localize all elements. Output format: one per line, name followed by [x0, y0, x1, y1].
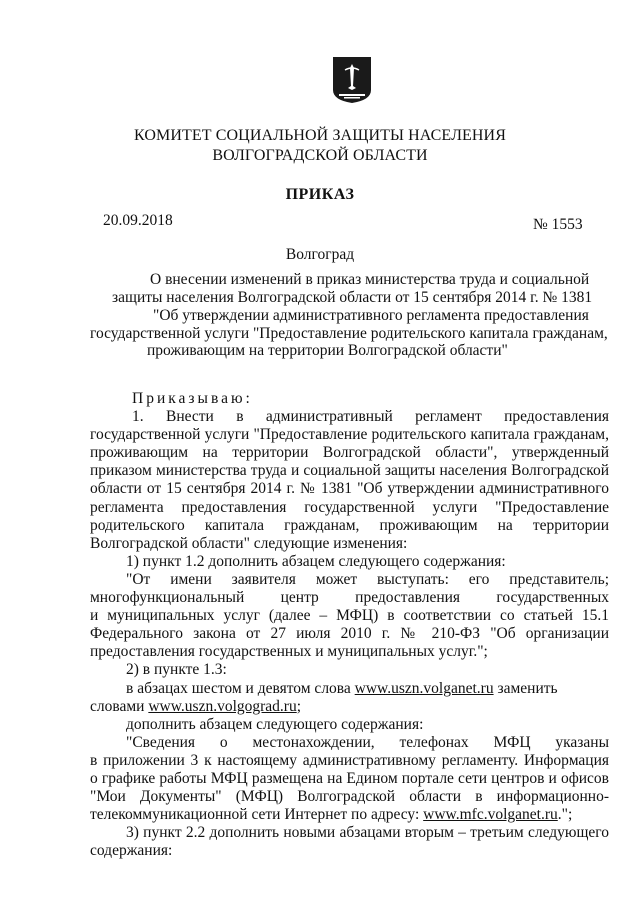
body-line: о графике работы МФЦ размещена на Едином портале сети центров и офисов [90, 769, 609, 787]
body-line: "Мои Документы" (МФЦ) Волгоградской области в информационно- [90, 788, 609, 806]
coat-of-arms-emblem [332, 56, 372, 104]
body-line: 3) пункт 2.2 дополнить новыми абзацами вторым – третьим следующего [126, 824, 609, 842]
body-line: Волгоградской области" следующие изменения: [90, 534, 408, 552]
body-line: дополнить абзацем следующего содержания: [126, 715, 424, 733]
organization-name-line2: ВОЛГОГРАДСКОЙ ОБЛАСТИ [212, 147, 428, 164]
body-line: и муниципальных услуг (далее – МФЦ) в соответствии со статьей 15.1 [90, 607, 609, 625]
body-line: многофункциональный центр предоставления государственных [90, 589, 609, 607]
document-type-title: ПРИКАЗ [285, 186, 355, 203]
text-fragment: ; [296, 697, 302, 715]
body-line-new-link [90, 698, 609, 716]
body-line: государственной услуги "Предоставление родительского капитала гражданам, [90, 426, 609, 444]
text-fragment: ."; [557, 806, 573, 824]
body-line: 1. Внести в административный регламент предоставления [132, 408, 609, 426]
text-fragment: в абзацах шестом и девятом слова [126, 679, 355, 697]
subject-line: государственной услуги "Предоставление родительского капитала гражданам, [90, 325, 608, 342]
new-site-link[interactable]: www.uszn.volgograd.ru [148, 697, 297, 715]
body-line: регламента предоставления государственной услуги "Предоставление [90, 498, 609, 516]
subject-line: защиты населения Волгоградской области от 15 сентября 2014 г. № 1381 [112, 289, 593, 306]
body-line: приказом министерства труда и социальной защиты населения Волгоградской [90, 462, 609, 480]
body-line: содержания: [90, 842, 173, 860]
body-line: Федерального закона от 27 июля 2010 г. № 210-ФЗ "Об организации [90, 625, 609, 643]
order-word: Приказываю: [132, 390, 253, 407]
document-city: Волгоград [285, 246, 355, 263]
body-line: "От имени заявителя может выступать: его представитель; [126, 570, 609, 588]
mfc-site-link[interactable]: www.mfc.volganet.ru [423, 806, 558, 824]
old-site-link[interactable]: www.uszn.volganet.ru [354, 679, 494, 697]
body-line: предоставления государственных и муниципальных услуг."; [90, 643, 488, 661]
body-line: в приложении 3 к настоящему административному регламенту. Информация [90, 751, 609, 769]
text-fragment: телекоммуникационной сети Интернет по адресу: [90, 806, 424, 824]
body-line-replace-links [90, 680, 609, 698]
body-line-mfc-link [90, 806, 609, 824]
body-line: родительского капитала гражданам, проживающим на территории [90, 516, 609, 534]
subject-line: О внесении изменений в приказ министерства труда и социальной [150, 271, 590, 288]
body-line: 2) в пункте 1.3: [126, 661, 227, 679]
organization-name-line1: КОМИТЕТ СОЦИАЛЬНОЙ ЗАЩИТЫ НАСЕЛЕНИЯ [134, 127, 506, 144]
body-line: 1) пункт 1.2 дополнить абзацем следующего содержания: [126, 552, 506, 570]
body-line: области от 15 сентября 2014 г. № 1381 "Об утверждении административного [90, 480, 609, 498]
document-body [90, 390, 609, 860]
text-fragment: заменить [493, 679, 558, 697]
document-date: 20.09.2018 [103, 212, 173, 229]
subject-line: проживающим на территории Волгоградской области" [147, 342, 508, 359]
body-line: "Сведения о местонахождении, телефонах МФЦ указаны [126, 733, 609, 751]
subject-line: "Об утверждении административного регламента предоставления [153, 307, 589, 324]
document-number: № 1553 [533, 216, 583, 233]
text-fragment: словами [90, 697, 149, 715]
body-line: проживающим на территории Волгоградской области", утвержденный [90, 444, 609, 462]
